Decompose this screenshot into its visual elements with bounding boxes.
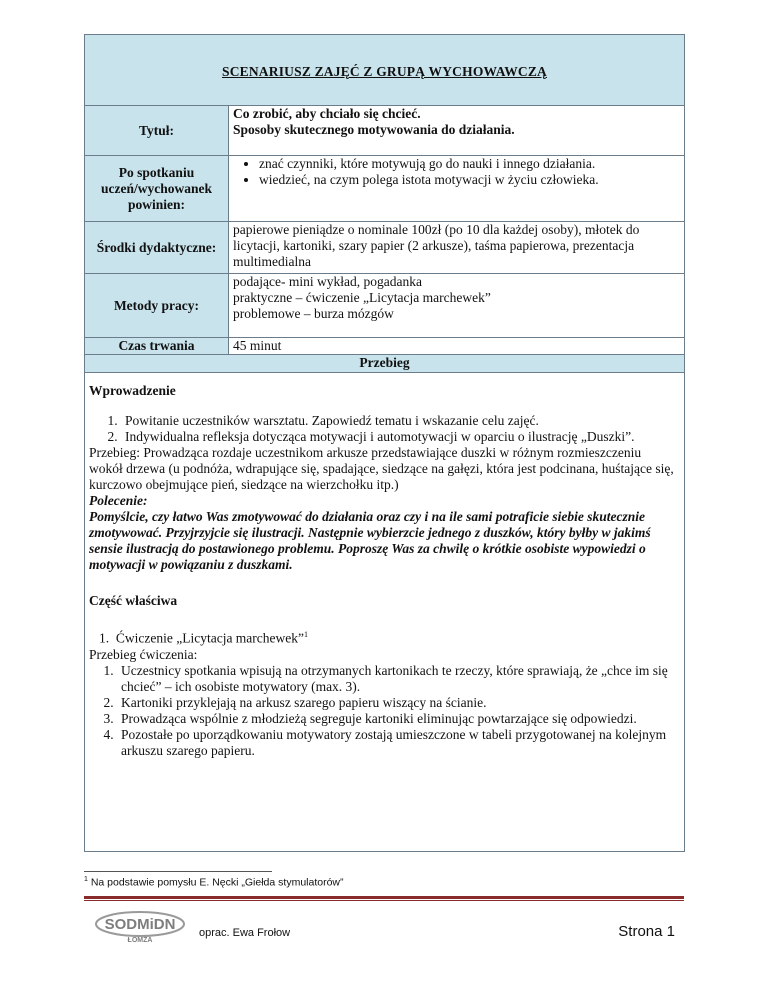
footnote-separator [84, 871, 272, 872]
tytul-value [229, 106, 685, 156]
exercise-name: Ćwiczenie „Licytacja marchewek” [115, 630, 305, 646]
wprowadzenie-item: 2. Indywidualna refleksja dotycząca motywacji i automotywacji w oparciu o ilustrację „Duszki”. [121, 429, 676, 445]
metody-value [229, 274, 685, 338]
footnote-text: Na podstawie pomysłu E. Nęcki „Giełda stymulatorów” [90, 876, 344, 889]
goals-list [233, 156, 680, 188]
footnote-ref[interactable]: 1 [304, 630, 309, 639]
goal-item: • znać czynniki, które motywują go do nauki i innego działania. [259, 156, 680, 172]
przebieg-cwiczenia: Przebieg ćwiczenia: [89, 646, 198, 662]
step-item: 4. Pozostałe po uporządkowaniu motywatory zostają umieszczone w tabeli przygotowanej na kolejnym arkuszu szarego papieru. [117, 727, 676, 759]
scenario-table [84, 34, 685, 852]
czas-label: Czas trwania [85, 338, 229, 355]
metody-line: praktyczne – ćwiczenie „Licytacja marchewek” [233, 290, 491, 305]
polecenie-label: Polecenie: [89, 493, 148, 508]
sodmidn-logo [94, 909, 186, 945]
page-number: Strona 1 [618, 923, 675, 940]
przebieg-text: Przebieg: Prowadząca rozdaje uczestnikom arkusze przedstawiające duszki w różnym rozmieszczeniu wokół drzewa (u podnóża, wdrapujące się, spadające, siedzące na gałęzi, która jest podcinana, huśtające się, kurczowo obejmujące pień, siedzące na wierzchołku itp.) [89, 445, 674, 492]
goal-item: • wiedzieć, na czym polega istota motywacji w życiu człowieka. [259, 172, 680, 188]
tytul-line-2: Sposoby skutecznego motywowania do działania. [233, 122, 515, 137]
header-cell [85, 35, 685, 106]
exercise-number: 1. [99, 630, 110, 646]
wprowadzenie-list [89, 413, 676, 445]
logo-text: SODMiDN [104, 916, 176, 933]
tytul-line-1: Co zrobić, aby chciało się chcieć. [233, 106, 421, 121]
step-item: 3. Prowadząca wspólnie z młodzieżą segreguje kartoniki eliminując powtarzające się odpowiedzi. [117, 711, 676, 727]
step-item: 2. Kartoniki przyklejają na arkusz szarego papieru wiszący na ścianie. [117, 695, 676, 711]
step-item: 1. Uczestnicy spotkania wpisują na otrzymanych kartonikach te rzeczy, które sprawiają, że „chce im się chcieć” – ich osobiste motywatory (max. 3). [117, 663, 676, 695]
steps-list [89, 663, 676, 759]
wprowadzenie-title: Wprowadzenie [89, 383, 176, 398]
czesc-title: Część właściwa [89, 593, 178, 608]
przebieg-header: Przebieg [85, 355, 685, 373]
metody-label [85, 274, 229, 338]
metody-line: podające- mini wykład, pogadanka [233, 274, 422, 289]
tytul-label: Tytuł: [85, 106, 229, 156]
srodki-label: Środki dydaktyczne: [85, 222, 229, 274]
document-title: SCENARIUSZ ZAJĘĆ Z GRUPĄ WYCHOWAWCZĄ [222, 64, 547, 79]
przebieg-body [85, 373, 685, 852]
footer-rule-thin [84, 900, 684, 901]
po-spotkaniu-label: Po spotkaniu uczeń/wychowanek powinien: [85, 156, 229, 222]
czas-value: 45 minut [229, 338, 685, 355]
document-frame [84, 34, 684, 852]
metody-line: problemowe – burza mózgów [233, 306, 394, 321]
footnote-mark: 1 [84, 876, 88, 883]
srodki-value: papierowe pieniądze o nominale 100zł (po 10 dla każdej osoby), młotek do licytacji, kartoniki, szary papier (2 arkusze), taśma papierowa, prezentacja multimedialna [229, 222, 685, 274]
polecenie-text: Pomyślcie, czy łatwo Was zmotywować do działania oraz czy i na ile sami potraficie siebie skutecznie zmotywować. Przyjrzyjcie się ilustracji. Następnie wybierzcie jednego z duszków, który byłby w jakimś sensie ilustracją do postawionego problemu. Poproszę Was za chwilę o krótkie osobiste wypowiedzi o motywacji w powiązaniu z duszkami. [89, 509, 651, 572]
exercise-line [89, 627, 676, 647]
logo-subtext: ŁOMŻA [127, 937, 153, 944]
po-spotkaniu-value [229, 156, 685, 222]
metody-label-text: Metody pracy: [113, 297, 200, 313]
wprowadzenie-item: 1. Powitanie uczestników warsztatu. Zapowiedź tematu i wskazanie celu zajęć. [121, 413, 676, 429]
footnote [84, 876, 344, 889]
author-credit: oprac. Ewa Frołow [199, 927, 291, 939]
footer-rule [84, 896, 684, 899]
